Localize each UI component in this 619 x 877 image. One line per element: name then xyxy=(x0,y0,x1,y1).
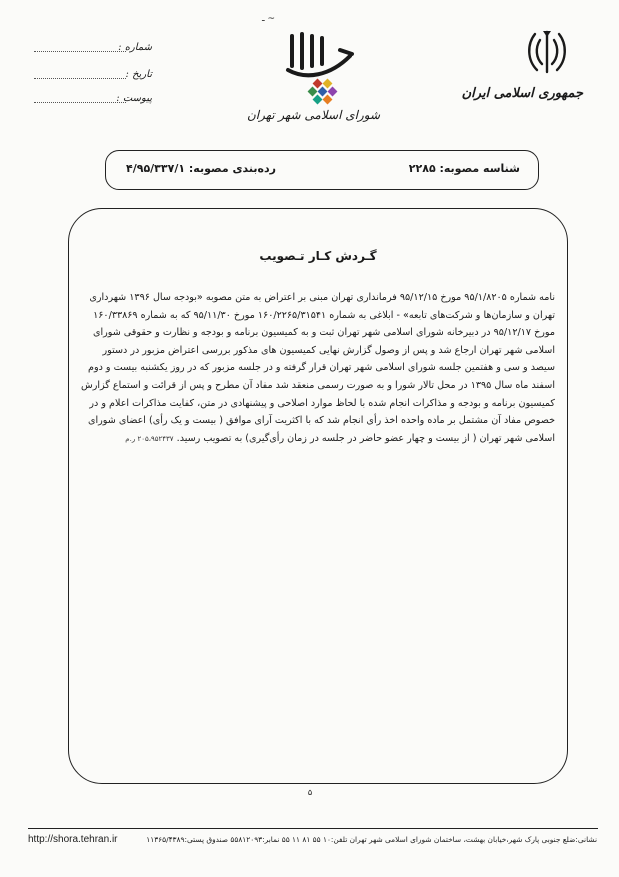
attachment-field xyxy=(34,93,152,107)
city-council-logo-icon xyxy=(278,26,364,108)
approval-info-bar xyxy=(105,150,539,190)
number-dotted-line xyxy=(34,51,126,52)
approval-id: شناسه مصوبه: ۲۲۸۵ xyxy=(408,162,520,175)
attachment-dotted-line xyxy=(34,102,126,103)
stamp-note: ۲۰۵،۹۵۲۴۳۷ ر.م xyxy=(125,434,174,443)
country-name: جمهوری اسلامی ایران xyxy=(461,86,583,101)
top-mark: ـ ~ xyxy=(262,14,276,24)
iran-emblem-icon xyxy=(525,28,569,80)
date-dotted-line xyxy=(34,78,126,79)
approval-classification: رده‌بندی مصوبه: ۴/۹۵/۳۳۷/۱ xyxy=(126,162,276,175)
council-name: شورای اسلامی شهر تهران xyxy=(246,108,380,122)
date-label: تاریخ : xyxy=(125,69,152,80)
number-label: شماره : xyxy=(118,42,152,53)
footer-url[interactable]: http://shora.tehran.ir xyxy=(28,834,118,845)
document-title: گـردش کـار تـصويب xyxy=(259,249,377,263)
body-text: نامه شماره ۹۵/۱/۸۲۰۵ مورخ ۹۵/۱۲/۱۵ فرمانداری تهران مبنی بر اعتراض به متن مصوبه «بودجه سال ۱۳۹۶ شهرداری تهران و سازمان‌ها و شرکت‌های تابعه» - ابلاغی به شماره ۱۶۰/۲۲۶۵/۳۱۵۴۱ مورخ ۹۵/۱۱/۳۰ که به شماره ۱۶۰/۳۳۸۶۹ مورخ ۹۵/۱۲/۱۷ در دبیرخانه شورای اسلامی شهر تهران ثبت و به کمیسیون برنامه و بودجه و نظارت و حقوقی شورای اسلامی شهر تهران ارجاع شد و پس از وصول گزارش نهایی کمیسیون های مذکور بررسی اعتراض مزبور در دستور سیصد و سی و هفتمین جلسه شورای اسلامی شهر تهران قرار گرفته و در جلسه مزبور که در روز یکشنبه بیست و دوم اسفند ماه سال ۱۳۹۵ در محل تالار شورا و به صورت رسمی منعقد شد مفاد آن مطرح و پس از قرائت و استماع گزارش کمیسیون برنامه و بودجه و مذاکرات انجام شده با لحاظ موارد اصلاحی و پیشنهادی در متن، کفایت مذاکرات اعلام و در خصوص مفاد آن مشتمل بر ماده واحده اخذ رأی انجام شد که با اکثریت آرای موافق ( بیست و یک رأی) اعضای شورای اسلامی شهر تهران ( از بیست و چهار عضو حاضر در جلسه در زمان رأی‌گیری) به تصویب رسید. xyxy=(81,292,555,444)
body-paragraph xyxy=(79,289,555,448)
footer-divider xyxy=(28,828,598,829)
footer-address: نشانی:ضلع جنوبی پارک شهر،خیابان بهشت، ساختمان شورای اسلامی شهر تهران تلفن:۱۰ ۵۵ ۸۱ ۱۱ ۵۵ نمابر:۵۵۸۱۲۰۹۳ صندوق پستی:۱۱۳۶۵/۴۳۸۹ xyxy=(146,835,597,844)
document-content-box xyxy=(68,208,568,784)
page-number: ۵ xyxy=(307,788,313,797)
date-field xyxy=(34,69,152,83)
number-field xyxy=(34,42,152,56)
attachment-label: پیوست : xyxy=(116,93,152,104)
document-body xyxy=(79,289,555,448)
